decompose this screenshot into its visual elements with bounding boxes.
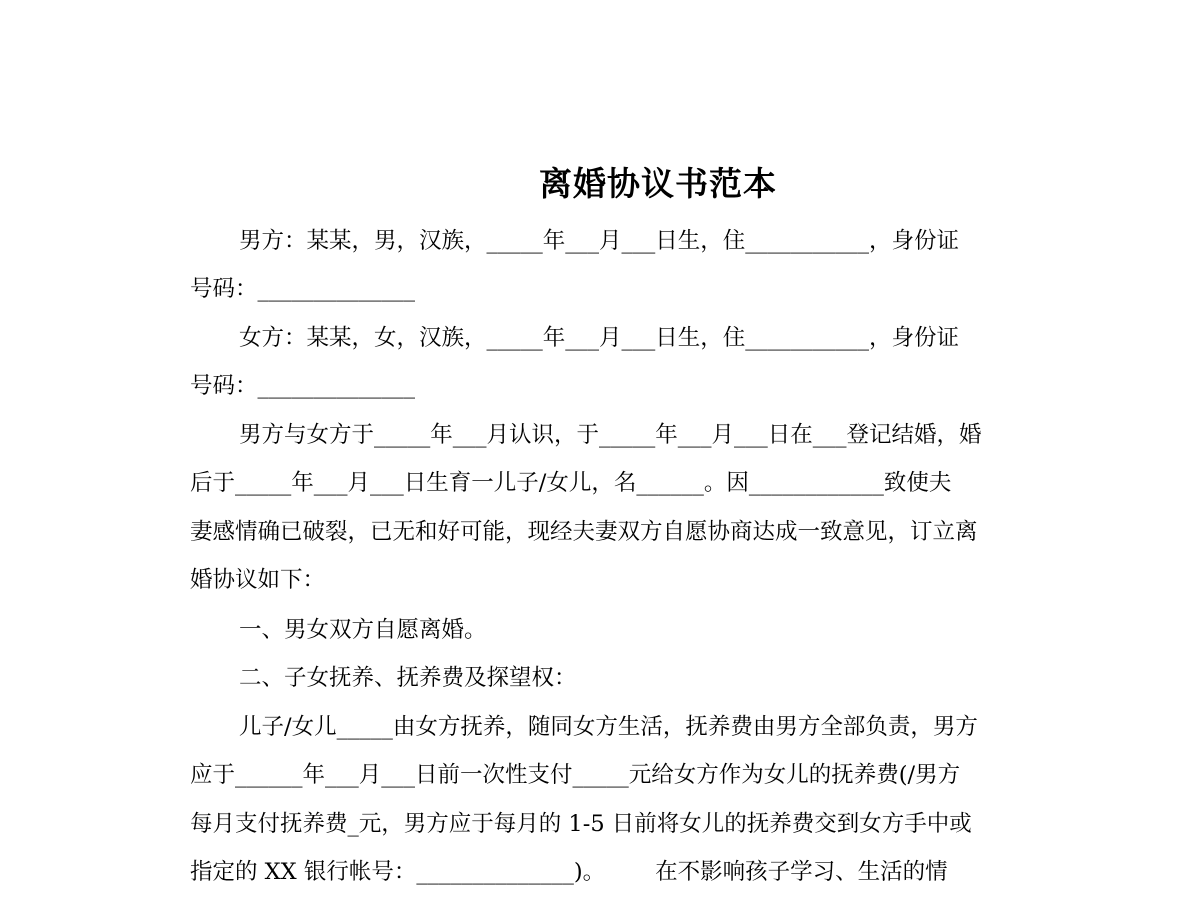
paragraph-line-custody-1: 儿子/女儿_____由女方抚养，随同女方生活，抚养费由男方全部负责，男方 (239, 714, 978, 740)
paragraph-line-female-id: 号码：______________ (190, 373, 416, 399)
document-title: 离婚协议书范本 (539, 164, 777, 203)
paragraph-line-marriage-1: 男方与女方于_____年___月认识，于_____年___月___日在___登记结婚，婚 (239, 422, 982, 448)
clause-two-heading: 二、子女抚养、抚养费及探望权： (239, 665, 577, 691)
paragraph-line-marriage-4: 婚协议如下： (190, 567, 326, 593)
paragraph-line-female-party: 女方：某某，女，汉族，_____年___月___日生，住___________，身份证 (239, 325, 960, 351)
paragraph-line-marriage-3: 妻感情确已破裂，已无和好可能，现经夫妻双方自愿协商达成一致意见，订立离 (190, 519, 978, 545)
paragraph-line-custody-3: 每月支付抚养费_元，男方应于每月的 1-5 日前将女儿的抚养费交到女方手中或 (190, 811, 972, 837)
paragraph-line-custody-2: 应于______年___月___日前一次性支付_____元给女方作为女儿的抚养费(/男方 (190, 762, 961, 788)
paragraph-line-male-id: 号码：______________ (190, 276, 416, 302)
paragraph-line-male-party: 男方：某某，男，汉族，_____年___月___日生，住___________，身份证 (239, 228, 960, 254)
paragraph-line-marriage-2: 后于_____年___月___日生育一儿子/女儿，名______。因____________致使夫 (190, 470, 952, 496)
clause-one: 一、男女双方自愿离婚。 (239, 617, 487, 643)
paragraph-line-custody-4: 指定的 XX 银行帐号：______________)。 在不影响孩子学习、生活的情 (190, 859, 948, 885)
